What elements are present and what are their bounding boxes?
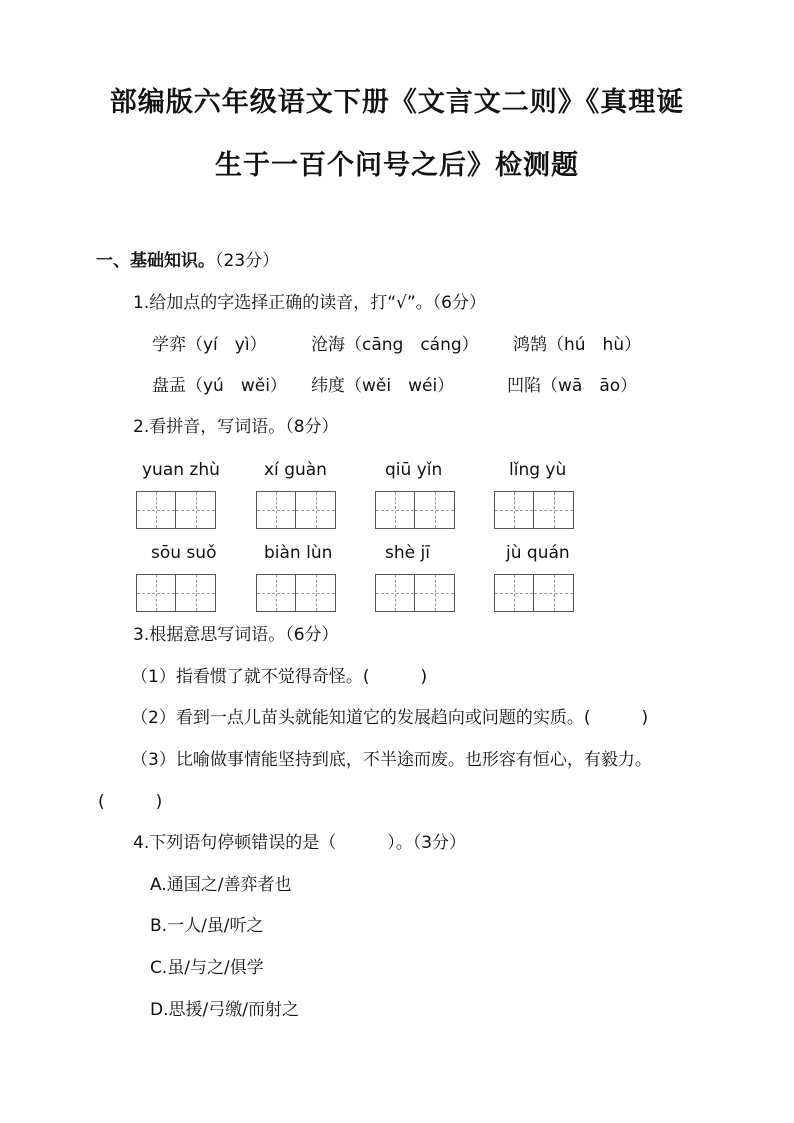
grid-cell[interactable]	[415, 491, 455, 529]
pinyin-label: xí guàn	[264, 460, 327, 480]
grid-cell[interactable]	[256, 574, 296, 612]
grid-cell[interactable]	[375, 491, 415, 529]
pinyin-label: biàn lùn	[264, 543, 333, 563]
grid-cell[interactable]	[296, 574, 336, 612]
writing-grid[interactable]	[136, 574, 216, 612]
pinyin-label: shè jī	[385, 543, 430, 563]
q1-option: 纬度（wěi wéi）	[311, 376, 455, 396]
q1-option: 凹陷（wā āo）	[507, 376, 638, 396]
q3-answer-blank: ( )	[98, 792, 163, 812]
grid-cell[interactable]	[534, 491, 574, 529]
pinyin-label: jù quán	[506, 543, 570, 563]
section-score: （23分）	[215, 251, 280, 271]
q4-option: B.一人/虽/听之	[150, 916, 264, 936]
writing-grid[interactable]	[494, 491, 574, 529]
q1-option: 学弈（yí yì）	[152, 335, 267, 355]
page-title-line-1: 部编版六年级语文下册《文言文二则》《真理诞	[109, 87, 685, 118]
q1-option: 鸿鹄（hú hù）	[513, 335, 642, 355]
section-heading	[96, 249, 279, 273]
grid-cell[interactable]	[296, 491, 336, 529]
writing-grid[interactable]	[136, 491, 216, 529]
pinyin-label: qiū yǐn	[385, 460, 443, 480]
grid-cell[interactable]	[176, 574, 216, 612]
grid-cell[interactable]	[136, 491, 176, 529]
q1-option: 沧海（cāng cáng）	[311, 335, 479, 355]
grid-cell[interactable]	[256, 491, 296, 529]
section-label: 一、基础知识。	[96, 251, 215, 271]
grid-cell[interactable]	[534, 574, 574, 612]
pinyin-label: lǐng yù	[509, 460, 567, 480]
writing-grid[interactable]	[375, 574, 455, 612]
page-title-line-2: 生于一百个问号之后》检测题	[215, 150, 579, 181]
question-4-stem: 4.下列语句停顿错误的是（ ）。（3分）	[133, 833, 467, 853]
q4-option: D.思援/弓缴/而射之	[150, 1000, 299, 1020]
writing-grid[interactable]	[256, 491, 336, 529]
pinyin-label: sōu suǒ	[151, 543, 217, 563]
q3-item: （3）比喻做事情能坚持到底，不半途而废。也形容有恒心，有毅力。	[131, 750, 652, 770]
q3-item: （1）指看惯了就不觉得奇怪。( )	[131, 667, 428, 687]
grid-cell[interactable]	[176, 491, 216, 529]
question-1-stem: 1.给加点的字选择正确的读音，打“√”。（6分）	[133, 293, 486, 313]
grid-cell[interactable]	[494, 491, 534, 529]
q3-item: （2）看到一点儿苗头就能知道它的发展趋向或问题的实质。( )	[131, 708, 649, 728]
grid-cell[interactable]	[415, 574, 455, 612]
grid-cell[interactable]	[136, 574, 176, 612]
writing-grid[interactable]	[256, 574, 336, 612]
pinyin-label: yuan zhù	[142, 460, 220, 480]
grid-cell[interactable]	[494, 574, 534, 612]
q4-option: A.通国之/善弈者也	[150, 875, 292, 895]
writing-grid[interactable]	[375, 491, 455, 529]
grid-cell[interactable]	[375, 574, 415, 612]
writing-grid[interactable]	[494, 574, 574, 612]
question-3-stem: 3.根据意思写词语。（6分）	[133, 625, 339, 645]
q1-option: 盘盂（yú wěi）	[152, 376, 287, 396]
question-2-stem: 2.看拼音，写词语。（8分）	[133, 417, 339, 437]
q4-option: C.虽/与之/俱学	[150, 958, 264, 978]
